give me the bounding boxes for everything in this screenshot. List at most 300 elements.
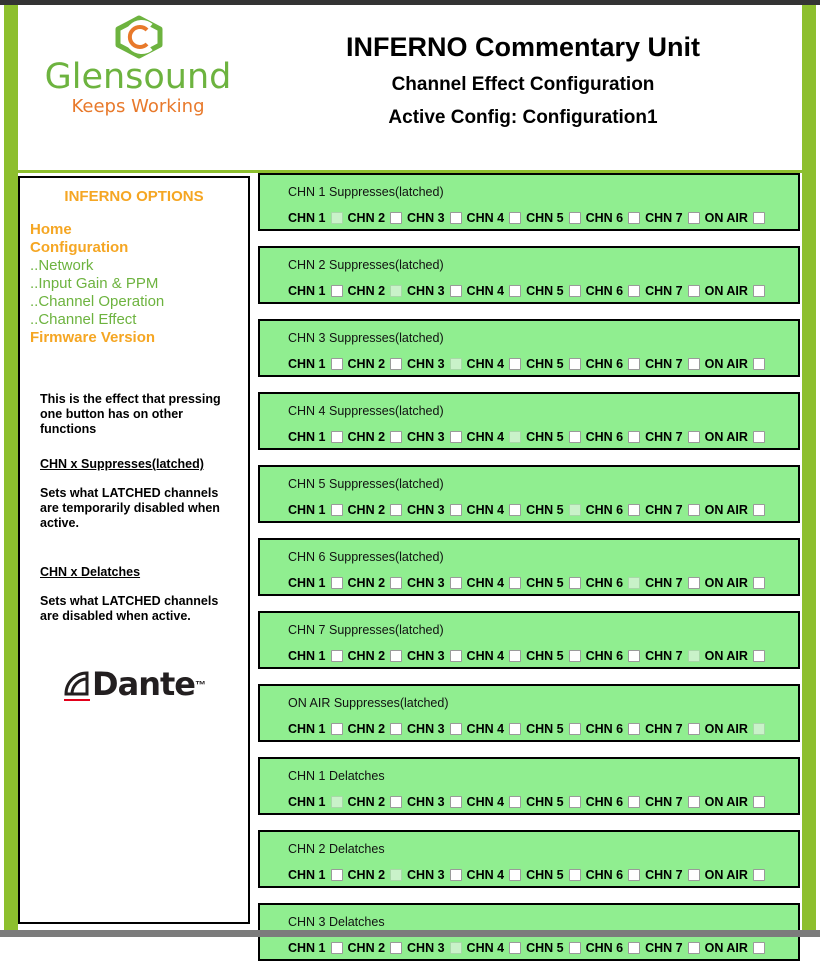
sidebar-item-configuration[interactable]: Configuration <box>30 239 129 256</box>
checkbox-chn-7[interactable] <box>688 504 700 516</box>
checkbox-chn-5 <box>569 504 581 516</box>
checkbox-label: CHN 4 <box>466 795 505 809</box>
checkbox-chn-4[interactable] <box>509 212 521 224</box>
checkbox-group <box>467 503 522 517</box>
checkbox-group <box>586 211 641 225</box>
checkbox-chn-2[interactable] <box>390 358 402 370</box>
checkbox-group <box>645 941 700 955</box>
page-subtitle: Channel Effect Configuration <box>391 73 655 95</box>
checkbox-row <box>288 430 770 444</box>
checkbox-group <box>586 868 641 882</box>
panel-title: CHN 3 Suppresses(latched) <box>288 331 444 345</box>
checkbox-group <box>407 430 462 444</box>
checkbox-group <box>348 722 403 736</box>
checkbox-group <box>407 941 462 955</box>
checkbox-label: CHN 2 <box>347 649 386 663</box>
checkbox-label: CHN 4 <box>466 722 505 736</box>
checkbox-chn-5[interactable] <box>569 723 581 735</box>
checkbox-group <box>288 211 343 225</box>
checkbox-on-air[interactable] <box>753 504 765 516</box>
checkbox-group <box>407 576 462 590</box>
checkbox-label: ON AIR <box>704 211 748 225</box>
checkbox-chn-7[interactable] <box>688 796 700 808</box>
checkbox-chn-5[interactable] <box>569 358 581 370</box>
checkbox-label: CHN 1 <box>288 503 326 517</box>
panel-title: CHN 6 Suppresses(latched) <box>288 550 444 564</box>
help-body-delatches: Sets what LATCHED channels are disabled when active. <box>40 594 219 623</box>
checkbox-label: CHN 2 <box>347 868 386 882</box>
checkbox-label: CHN 5 <box>526 941 564 955</box>
checkbox-group <box>586 795 641 809</box>
checkbox-chn-3[interactable] <box>450 285 462 297</box>
panel-title: CHN 1 Delatches <box>288 769 385 783</box>
panel-chn1-delatches <box>258 757 800 815</box>
checkbox-label: CHN 5 <box>526 722 564 736</box>
checkbox-chn-6[interactable] <box>628 504 640 516</box>
checkbox-row <box>288 357 770 371</box>
panel-chn2-suppresses <box>258 246 800 304</box>
checkbox-label: CHN 7 <box>645 868 683 882</box>
checkbox-chn-6[interactable] <box>628 358 640 370</box>
checkbox-label: CHN 4 <box>466 284 505 298</box>
sidebar-item-network[interactable]: ..Network <box>30 257 94 274</box>
checkbox-group <box>467 649 522 663</box>
checkbox-chn-5[interactable] <box>569 212 581 224</box>
checkbox-label: CHN 1 <box>288 357 326 371</box>
checkbox-group <box>467 868 522 882</box>
checkbox-on-air[interactable] <box>753 869 765 881</box>
checkbox-label: CHN 6 <box>585 430 624 444</box>
help-heading-suppresses: CHN x Suppresses(latched) <box>40 457 204 471</box>
checkbox-label: CHN 2 <box>347 430 386 444</box>
checkbox-chn-1 <box>331 212 343 224</box>
checkbox-chn-2[interactable] <box>390 504 402 516</box>
sidebar-item-channel-operation[interactable]: ..Channel Operation <box>30 293 165 310</box>
checkbox-group <box>288 576 343 590</box>
checkbox-chn-2[interactable] <box>390 577 402 589</box>
checkbox-chn-6 <box>628 577 640 589</box>
checkbox-group <box>407 722 462 736</box>
checkbox-chn-3[interactable] <box>450 650 462 662</box>
checkbox-group <box>526 576 581 590</box>
panel-chn5-suppresses <box>258 465 800 523</box>
checkbox-chn-3 <box>450 358 462 370</box>
checkbox-chn-3[interactable] <box>450 212 462 224</box>
checkbox-label: CHN 4 <box>466 941 505 955</box>
checkbox-group <box>705 795 765 809</box>
checkbox-group <box>467 576 522 590</box>
checkbox-label: CHN 4 <box>466 649 505 663</box>
checkbox-group <box>288 795 343 809</box>
checkbox-chn-1[interactable] <box>331 869 343 881</box>
panel-chn7-suppresses <box>258 611 800 669</box>
panel-chn3-suppresses <box>258 319 800 377</box>
checkbox-chn-3[interactable] <box>450 723 462 735</box>
help-body-suppresses: Sets what LATCHED channels are temporarily disabled when active. <box>40 486 220 530</box>
checkbox-chn-1[interactable] <box>331 285 343 297</box>
checkbox-label: CHN 5 <box>526 795 564 809</box>
panel-title: CHN 2 Delatches <box>288 842 385 856</box>
right-accent-band <box>802 5 816 930</box>
checkbox-group <box>348 868 403 882</box>
checkbox-label: CHN 1 <box>288 430 326 444</box>
checkbox-chn-5[interactable] <box>569 431 581 443</box>
checkbox-group <box>467 941 522 955</box>
checkbox-chn-4[interactable] <box>509 285 521 297</box>
checkbox-group <box>288 357 343 371</box>
page-body <box>18 173 802 955</box>
checkbox-group <box>348 284 403 298</box>
checkbox-label: CHN 2 <box>347 503 386 517</box>
checkbox-chn-7 <box>688 650 700 662</box>
checkbox-chn-4[interactable] <box>509 942 521 954</box>
checkbox-chn-5[interactable] <box>569 285 581 297</box>
checkbox-group <box>586 576 641 590</box>
checkbox-group <box>467 211 522 225</box>
checkbox-label: CHN 7 <box>645 722 683 736</box>
checkbox-label: CHN 6 <box>585 503 624 517</box>
checkbox-chn-5[interactable] <box>569 796 581 808</box>
checkbox-label: CHN 5 <box>526 503 564 517</box>
dante-red-rule <box>64 699 90 701</box>
checkbox-chn-5[interactable] <box>569 942 581 954</box>
checkbox-chn-4[interactable] <box>509 723 521 735</box>
checkbox-group <box>407 284 462 298</box>
checkbox-label: ON AIR <box>704 576 748 590</box>
checkbox-group <box>586 357 641 371</box>
checkbox-label: CHN 6 <box>585 576 624 590</box>
brand-logo[interactable] <box>28 15 248 118</box>
checkbox-chn-1[interactable] <box>331 504 343 516</box>
checkbox-label: CHN 3 <box>407 649 445 663</box>
checkbox-chn-4 <box>509 431 521 443</box>
checkbox-chn-2[interactable] <box>390 431 402 443</box>
checkbox-label: CHN 1 <box>288 941 326 955</box>
checkbox-group <box>645 795 700 809</box>
checkbox-chn-7[interactable] <box>688 431 700 443</box>
checkbox-group <box>348 795 403 809</box>
checkbox-chn-2[interactable] <box>390 796 402 808</box>
checkbox-group <box>407 795 462 809</box>
checkbox-label: ON AIR <box>704 284 748 298</box>
checkbox-chn-7[interactable] <box>688 577 700 589</box>
dante-mark-icon <box>62 669 92 699</box>
checkbox-chn-6[interactable] <box>628 942 640 954</box>
checkbox-on-air[interactable] <box>753 796 765 808</box>
checkbox-label: ON AIR <box>704 868 748 882</box>
sidebar <box>18 176 250 924</box>
checkbox-group <box>288 868 343 882</box>
checkbox-group <box>348 649 403 663</box>
checkbox-label: CHN 5 <box>526 576 564 590</box>
checkbox-group <box>586 649 641 663</box>
checkbox-label: CHN 2 <box>347 357 386 371</box>
checkbox-label: CHN 2 <box>347 211 386 225</box>
checkbox-group <box>407 868 462 882</box>
checkbox-group <box>348 941 403 955</box>
window-bottom-bar <box>0 930 820 937</box>
panel-chn6-suppresses <box>258 538 800 596</box>
checkbox-group <box>705 576 765 590</box>
checkbox-chn-2[interactable] <box>390 650 402 662</box>
checkbox-on-air[interactable] <box>753 431 765 443</box>
page-title: INFERNO Commentary Unit <box>345 32 701 62</box>
checkbox-label: CHN 7 <box>645 576 683 590</box>
checkbox-chn-6[interactable] <box>628 869 640 881</box>
checkbox-group <box>645 503 700 517</box>
checkbox-group <box>645 430 700 444</box>
checkbox-group <box>645 284 700 298</box>
checkbox-label: CHN 1 <box>288 211 326 225</box>
checkbox-row <box>288 795 770 809</box>
page-content <box>18 5 802 955</box>
checkbox-chn-1[interactable] <box>331 358 343 370</box>
checkbox-label: CHN 5 <box>526 284 564 298</box>
checkbox-group <box>348 503 403 517</box>
checkbox-chn-7[interactable] <box>688 212 700 224</box>
checkbox-label: CHN 6 <box>585 284 624 298</box>
checkbox-chn-4[interactable] <box>509 504 521 516</box>
checkbox-chn-2 <box>390 869 402 881</box>
checkbox-group <box>348 357 403 371</box>
checkbox-label: CHN 6 <box>585 795 624 809</box>
checkbox-chn-3[interactable] <box>450 869 462 881</box>
panel-title: CHN 1 Suppresses(latched) <box>288 185 444 199</box>
checkbox-group <box>705 941 765 955</box>
checkbox-chn-6[interactable] <box>628 285 640 297</box>
checkbox-group <box>645 357 700 371</box>
panel-chn4-suppresses <box>258 392 800 450</box>
checkbox-chn-3[interactable] <box>450 431 462 443</box>
checkbox-on-air[interactable] <box>753 358 765 370</box>
checkbox-group <box>526 722 581 736</box>
checkbox-on-air[interactable] <box>753 650 765 662</box>
checkbox-group <box>526 430 581 444</box>
left-accent-band <box>4 5 18 930</box>
panel-title: CHN 2 Suppresses(latched) <box>288 258 444 272</box>
checkbox-label: CHN 7 <box>645 430 683 444</box>
checkbox-chn-6[interactable] <box>628 212 640 224</box>
checkbox-label: CHN 7 <box>645 649 683 663</box>
checkbox-group <box>348 576 403 590</box>
checkbox-label: CHN 7 <box>645 503 683 517</box>
checkbox-group <box>645 576 700 590</box>
checkbox-chn-4[interactable] <box>509 869 521 881</box>
checkbox-group <box>705 211 765 225</box>
checkbox-row <box>288 941 770 955</box>
active-config-label: Active Config: Configuration1 <box>388 106 658 128</box>
checkbox-row <box>288 503 770 517</box>
checkbox-chn-7[interactable] <box>688 942 700 954</box>
checkbox-label: CHN 3 <box>407 576 445 590</box>
sidebar-title: INFERNO OPTIONS <box>64 188 204 205</box>
channel-effect-panel-list[interactable] <box>258 173 802 955</box>
checkbox-group <box>705 357 765 371</box>
checkbox-label: CHN 5 <box>526 649 564 663</box>
checkbox-chn-1[interactable] <box>331 723 343 735</box>
checkbox-group <box>645 722 700 736</box>
checkbox-group <box>705 503 765 517</box>
checkbox-row <box>288 284 770 298</box>
glensound-c-logo <box>109 15 167 59</box>
checkbox-label: CHN 7 <box>645 795 683 809</box>
help-intro: This is the effect that pressing one button has on other functions <box>40 392 221 436</box>
checkbox-chn-3[interactable] <box>450 796 462 808</box>
checkbox-group <box>586 503 641 517</box>
checkbox-label: CHN 6 <box>585 868 624 882</box>
checkbox-group <box>645 649 700 663</box>
checkbox-chn-6[interactable] <box>628 650 640 662</box>
checkbox-row <box>288 211 770 225</box>
checkbox-label: CHN 6 <box>585 941 624 955</box>
checkbox-chn-2[interactable] <box>390 212 402 224</box>
checkbox-group <box>705 722 765 736</box>
checkbox-label: CHN 5 <box>526 357 564 371</box>
checkbox-label: CHN 1 <box>288 649 326 663</box>
checkbox-group <box>526 868 581 882</box>
checkbox-chn-4[interactable] <box>509 358 521 370</box>
checkbox-label: ON AIR <box>704 795 748 809</box>
checkbox-chn-4[interactable] <box>509 796 521 808</box>
checkbox-label: CHN 1 <box>288 868 326 882</box>
checkbox-label: CHN 7 <box>645 941 683 955</box>
checkbox-on-air[interactable] <box>753 577 765 589</box>
checkbox-on-air[interactable] <box>753 942 765 954</box>
checkbox-chn-2[interactable] <box>390 942 402 954</box>
checkbox-row <box>288 722 770 736</box>
checkbox-group <box>467 722 522 736</box>
checkbox-label: ON AIR <box>704 430 748 444</box>
checkbox-group <box>705 284 765 298</box>
checkbox-group <box>348 430 403 444</box>
checkbox-chn-4[interactable] <box>509 577 521 589</box>
checkbox-chn-1[interactable] <box>331 577 343 589</box>
checkbox-label: CHN 1 <box>288 576 326 590</box>
checkbox-chn-1[interactable] <box>331 650 343 662</box>
checkbox-label: CHN 3 <box>407 722 445 736</box>
checkbox-group <box>288 941 343 955</box>
checkbox-group <box>288 430 343 444</box>
checkbox-label: CHN 7 <box>645 211 683 225</box>
checkbox-chn-1[interactable] <box>331 942 343 954</box>
checkbox-label: ON AIR <box>704 722 748 736</box>
sidebar-item-input-gain-ppm[interactable]: ..Input Gain & PPM <box>30 275 159 292</box>
dante-logo-block <box>20 665 248 703</box>
checkbox-chn-5[interactable] <box>569 650 581 662</box>
panel-title: CHN 7 Suppresses(latched) <box>288 623 444 637</box>
panel-onair-suppresses <box>258 684 800 742</box>
checkbox-group <box>645 868 700 882</box>
checkbox-group <box>526 284 581 298</box>
checkbox-label: CHN 1 <box>288 795 326 809</box>
checkbox-on-air[interactable] <box>753 285 765 297</box>
checkbox-chn-7[interactable] <box>688 358 700 370</box>
checkbox-chn-3[interactable] <box>450 504 462 516</box>
checkbox-chn-1[interactable] <box>331 431 343 443</box>
logo-wordmark: Glensound <box>44 57 232 97</box>
checkbox-on-air[interactable] <box>753 212 765 224</box>
checkbox-chn-2[interactable] <box>390 723 402 735</box>
checkbox-row <box>288 868 770 882</box>
panel-chn1-suppresses <box>258 173 800 231</box>
sidebar-item-home[interactable]: Home <box>30 221 72 238</box>
checkbox-label: CHN 1 <box>288 722 326 736</box>
checkbox-label: CHN 6 <box>585 722 624 736</box>
checkbox-group <box>526 211 581 225</box>
checkbox-group <box>288 649 343 663</box>
checkbox-chn-6[interactable] <box>628 431 640 443</box>
checkbox-group <box>407 357 462 371</box>
checkbox-label: CHN 6 <box>585 211 624 225</box>
checkbox-label: CHN 2 <box>347 284 386 298</box>
checkbox-chn-5[interactable] <box>569 869 581 881</box>
checkbox-label: CHN 5 <box>526 211 564 225</box>
checkbox-chn-7[interactable] <box>688 869 700 881</box>
checkbox-label: CHN 3 <box>407 430 445 444</box>
checkbox-label: CHN 2 <box>347 722 386 736</box>
checkbox-chn-5[interactable] <box>569 577 581 589</box>
checkbox-group <box>586 941 641 955</box>
checkbox-chn-7[interactable] <box>688 723 700 735</box>
checkbox-chn-3[interactable] <box>450 577 462 589</box>
checkbox-label: CHN 3 <box>407 357 445 371</box>
checkbox-group <box>586 430 641 444</box>
sidebar-item-firmware-version[interactable]: Firmware Version <box>30 329 156 346</box>
checkbox-label: CHN 3 <box>407 868 445 882</box>
panel-title: CHN 5 Suppresses(latched) <box>288 477 444 491</box>
checkbox-label: CHN 1 <box>288 284 326 298</box>
checkbox-label: CHN 7 <box>645 284 683 298</box>
checkbox-label: ON AIR <box>704 357 748 371</box>
checkbox-label: CHN 6 <box>585 357 624 371</box>
checkbox-label: CHN 2 <box>347 576 386 590</box>
checkbox-label: CHN 2 <box>347 795 386 809</box>
checkbox-chn-7[interactable] <box>688 285 700 297</box>
checkbox-label: CHN 3 <box>407 503 445 517</box>
help-heading-delatches: CHN x Delatches <box>40 565 141 579</box>
checkbox-label: CHN 4 <box>466 868 505 882</box>
checkbox-chn-6[interactable] <box>628 796 640 808</box>
panel-title: ON AIR Suppresses(latched) <box>288 696 449 710</box>
checkbox-chn-4[interactable] <box>509 650 521 662</box>
checkbox-label: CHN 4 <box>466 211 505 225</box>
checkbox-label: CHN 4 <box>466 576 505 590</box>
header-titles <box>258 31 788 129</box>
checkbox-group <box>705 649 765 663</box>
checkbox-chn-3 <box>450 942 462 954</box>
checkbox-chn-2 <box>390 285 402 297</box>
checkbox-group <box>288 284 343 298</box>
checkbox-group <box>586 722 641 736</box>
logo-tagline: Keeps Working <box>71 96 205 117</box>
sidebar-help-text <box>20 392 248 624</box>
checkbox-label: CHN 5 <box>526 430 564 444</box>
checkbox-group <box>407 211 462 225</box>
checkbox-chn-6[interactable] <box>628 723 640 735</box>
checkbox-group <box>407 503 462 517</box>
sidebar-nav <box>20 221 248 347</box>
checkbox-group <box>407 649 462 663</box>
checkbox-label: CHN 4 <box>466 357 505 371</box>
checkbox-label: CHN 3 <box>407 211 445 225</box>
panel-chn2-delatches <box>258 830 800 888</box>
checkbox-group <box>526 941 581 955</box>
checkbox-group <box>526 795 581 809</box>
checkbox-label: CHN 3 <box>407 941 445 955</box>
checkbox-group <box>467 284 522 298</box>
checkbox-group <box>645 211 700 225</box>
sidebar-item-channel-effect[interactable]: ..Channel Effect <box>30 311 137 328</box>
